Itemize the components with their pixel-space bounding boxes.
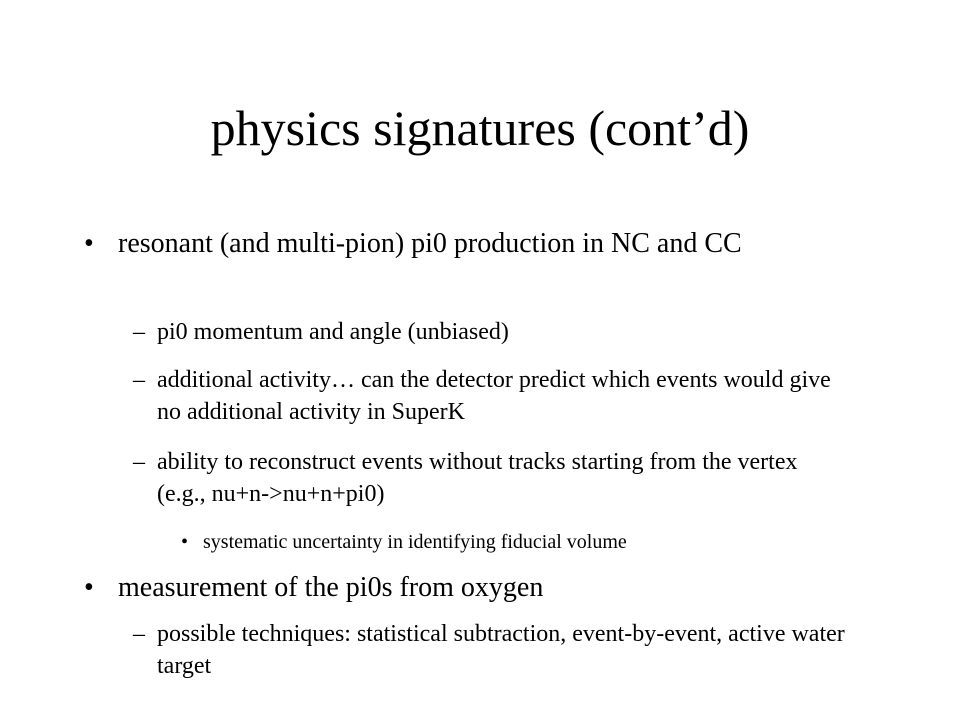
bullet-marker: • bbox=[84, 572, 94, 603]
dash-marker: – bbox=[133, 621, 145, 647]
bullet-marker: • bbox=[84, 228, 94, 259]
sub-bullet-item bbox=[133, 618, 847, 682]
sub-bullet-item bbox=[133, 316, 847, 348]
bullet-marker: • bbox=[181, 531, 189, 553]
sub-bullet-item bbox=[133, 364, 847, 428]
bullet-item bbox=[84, 569, 838, 607]
slide-title: physics signatures (cont’d) bbox=[210, 100, 750, 156]
dash-marker: – bbox=[133, 449, 145, 475]
sub-sub-bullet-item bbox=[181, 528, 843, 556]
sub-bullet-text: pi0 momentum and angle (unbiased) bbox=[157, 319, 509, 345]
dash-marker: – bbox=[133, 367, 145, 393]
bullet-item bbox=[84, 225, 838, 263]
bullet-text: resonant (and multi-pion) pi0 production in NC and CC bbox=[118, 228, 742, 259]
bullet-text: measurement of the pi0s from oxygen bbox=[118, 572, 544, 603]
sub-bullet-text: possible techniques: statistical subtraction, event-by-event, active water target bbox=[157, 621, 845, 679]
sub-bullet-item bbox=[133, 446, 847, 510]
sub-sub-bullet-text: systematic uncertainty in identifying fiducial volume bbox=[203, 531, 627, 553]
dash-marker: – bbox=[133, 319, 145, 345]
sub-bullet-text: additional activity… can the detector predict which events would give no additional activity in SuperK bbox=[157, 367, 831, 425]
sub-bullet-text: ability to reconstruct events without tracks starting from the vertex (e.g., nu+n->nu+n+pi0) bbox=[157, 449, 798, 507]
